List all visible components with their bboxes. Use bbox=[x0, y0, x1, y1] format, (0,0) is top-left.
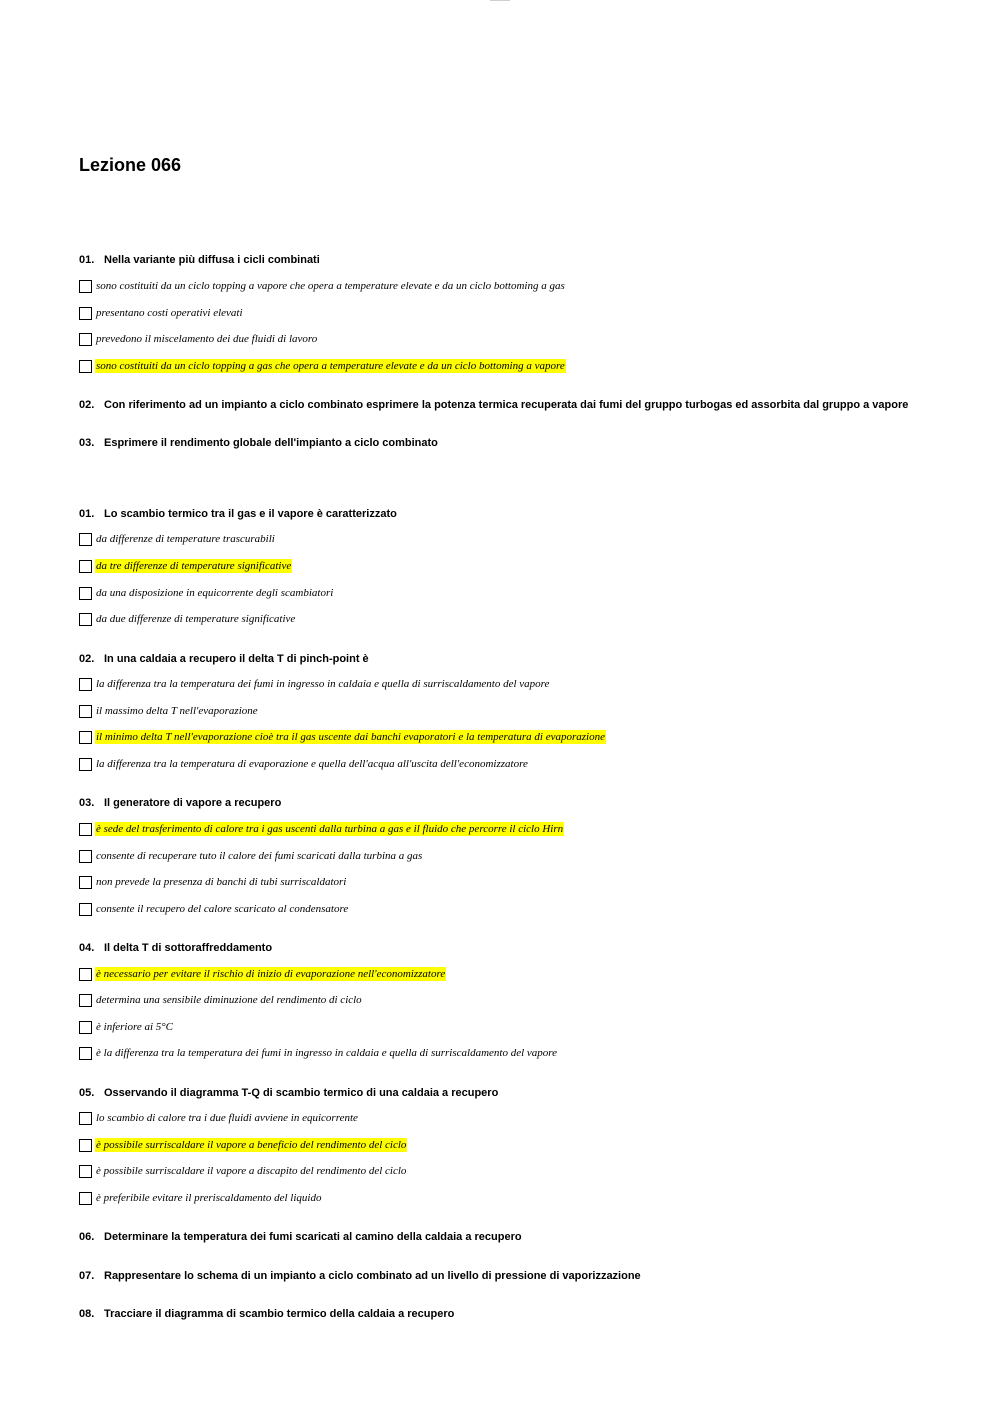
answer-checkbox[interactable] bbox=[79, 1047, 92, 1060]
answer-checkbox[interactable] bbox=[79, 613, 92, 626]
answer-checkbox[interactable] bbox=[79, 850, 92, 863]
question bbox=[79, 508, 397, 520]
answer-option[interactable] bbox=[79, 729, 606, 745]
answer-option[interactable] bbox=[79, 1163, 407, 1179]
question-number: 06. bbox=[79, 1231, 95, 1243]
page-header-mark bbox=[490, 0, 510, 4]
answer-option[interactable] bbox=[79, 676, 550, 692]
answer-checkbox[interactable] bbox=[79, 876, 92, 889]
answer-checkbox[interactable] bbox=[79, 705, 92, 718]
answer-option[interactable] bbox=[79, 821, 564, 837]
question bbox=[79, 437, 438, 449]
question-text: Il generatore di vapore a recupero bbox=[104, 797, 282, 809]
answer-option[interactable] bbox=[79, 331, 318, 347]
question-text: Tracciare il diagramma di scambio termico della caldaia a recupero bbox=[104, 1308, 455, 1320]
answer-checkbox[interactable] bbox=[79, 1165, 92, 1178]
question bbox=[79, 1087, 498, 1099]
answer-checkbox[interactable] bbox=[79, 1139, 92, 1152]
answer-text: da due differenze di temperature significative bbox=[96, 613, 296, 625]
answer-text-highlighted: è sede del trasferimento di calore tra i gas uscenti dalla turbina a gas e il fluido che percorre il ciclo Hirn bbox=[96, 823, 564, 835]
answer-option[interactable] bbox=[79, 756, 529, 772]
question bbox=[79, 1270, 641, 1282]
answer-text: da una disposizione in equicorrente degli scambiatori bbox=[96, 587, 334, 599]
question-number: 02. bbox=[79, 399, 95, 411]
answer-text: consente il recupero del calore scaricato al condensatore bbox=[96, 903, 349, 915]
question-text: Esprimere il rendimento globale dell'impianto a ciclo combinato bbox=[104, 437, 438, 449]
answer-text: la differenza tra la temperatura dei fumi in ingresso in caldaia e quella di surriscaldamento del vapore bbox=[96, 678, 550, 690]
answer-checkbox[interactable] bbox=[79, 731, 92, 744]
answer-checkbox[interactable] bbox=[79, 360, 92, 373]
answer-text-highlighted: il minimo delta T nell'evaporazione cioè tra il gas uscente dai banchi evaporatori e la temperatura di evaporazione bbox=[96, 731, 605, 743]
question bbox=[79, 797, 281, 809]
question bbox=[79, 653, 369, 665]
answer-option[interactable] bbox=[79, 848, 423, 864]
answer-option[interactable] bbox=[79, 358, 566, 374]
question-number: 05. bbox=[79, 1087, 95, 1099]
answer-text: è inferiore ai 5°C bbox=[96, 1021, 174, 1033]
answer-text: la differenza tra la temperatura di evaporazione e quella dell'acqua all'uscita dell'economizzatore bbox=[96, 758, 528, 770]
answer-text: da differenze di temperature trascurabili bbox=[96, 533, 275, 545]
answer-option[interactable] bbox=[79, 703, 259, 719]
question bbox=[79, 254, 320, 266]
question-number: 01. bbox=[79, 254, 95, 266]
answer-text: è la differenza tra la temperatura dei fumi in ingresso in caldaia e quella di surriscaldamento del vapore bbox=[96, 1047, 558, 1059]
answer-text: presentano costi operativi elevati bbox=[96, 307, 243, 319]
answer-checkbox[interactable] bbox=[79, 994, 92, 1007]
question-number: 02. bbox=[79, 653, 95, 665]
answer-text: determina una sensibile diminuzione del rendimento di ciclo bbox=[96, 994, 362, 1006]
question-text: Osservando il diagramma T-Q di scambio termico di una caldaia a recupero bbox=[104, 1087, 499, 1099]
answer-option[interactable] bbox=[79, 1190, 322, 1206]
question-text: Con riferimento ad un impianto a ciclo combinato esprimere la potenza termica recuperata dai fumi del gruppo turbogas ed assorbita dal gruppo a vapore bbox=[104, 399, 909, 411]
answer-text: sono costituiti da un ciclo topping a vapore che opera a temperature elevate e da un ciclo bottoming a gas bbox=[96, 280, 565, 292]
answer-option[interactable] bbox=[79, 305, 244, 321]
question bbox=[79, 1231, 522, 1243]
answer-checkbox[interactable] bbox=[79, 1112, 92, 1125]
answer-text-highlighted: da tre differenze di temperature significative bbox=[96, 560, 292, 572]
answer-option[interactable] bbox=[79, 1045, 558, 1061]
question-number: 03. bbox=[79, 797, 95, 809]
question-number: 04. bbox=[79, 942, 95, 954]
answer-option[interactable] bbox=[79, 874, 347, 890]
answer-checkbox[interactable] bbox=[79, 1021, 92, 1034]
answer-checkbox[interactable] bbox=[79, 560, 92, 573]
answer-text: consente di recuperare tuto il calore dei fumi scaricati dalla turbina a gas bbox=[96, 850, 423, 862]
answer-text: lo scambio di calore tra i due fluidi avviene in equicorrente bbox=[96, 1112, 358, 1124]
answer-option[interactable] bbox=[79, 1110, 359, 1126]
question-text: Lo scambio termico tra il gas e il vapore è caratterizzato bbox=[104, 508, 397, 520]
answer-checkbox[interactable] bbox=[79, 758, 92, 771]
answer-option[interactable] bbox=[79, 992, 363, 1008]
question-number: 08. bbox=[79, 1308, 95, 1320]
answer-checkbox[interactable] bbox=[79, 823, 92, 836]
answer-text-highlighted: sono costituiti da un ciclo topping a gas che opera a temperature elevate e da un ciclo bottoming a vapore bbox=[96, 360, 565, 372]
answer-checkbox[interactable] bbox=[79, 678, 92, 691]
answer-option[interactable] bbox=[79, 531, 276, 547]
question-text: Rappresentare lo schema di un impianto a ciclo combinato ad un livello di pressione di vaporizzazione bbox=[104, 1270, 641, 1282]
answer-checkbox[interactable] bbox=[79, 333, 92, 346]
answer-checkbox[interactable] bbox=[79, 1192, 92, 1205]
question-text: Determinare la temperatura dei fumi scaricati al camino della caldaia a recupero bbox=[104, 1231, 522, 1243]
answer-text-highlighted: è possibile surriscaldare il vapore a beneficio del rendimento del ciclo bbox=[96, 1139, 407, 1151]
answer-text-highlighted: è necessario per evitare il rischio di inizio di evaporazione nell'economizzatore bbox=[96, 968, 446, 980]
question-number: 03. bbox=[79, 437, 95, 449]
answer-checkbox[interactable] bbox=[79, 587, 92, 600]
answer-option[interactable] bbox=[79, 558, 292, 574]
question bbox=[79, 1308, 454, 1320]
question bbox=[79, 942, 272, 954]
answer-text: il massimo delta T nell'evaporazione bbox=[96, 705, 258, 717]
answer-checkbox[interactable] bbox=[79, 903, 92, 916]
answer-option[interactable] bbox=[79, 901, 349, 917]
answer-text: prevedono il miscelamento dei due fluidi di lavoro bbox=[96, 333, 318, 345]
answer-text: non prevede la presenza di banchi di tubi surriscaldatori bbox=[96, 876, 347, 888]
question-number: 07. bbox=[79, 1270, 95, 1282]
answer-checkbox[interactable] bbox=[79, 968, 92, 981]
answer-option[interactable] bbox=[79, 278, 566, 294]
answer-option[interactable] bbox=[79, 1137, 407, 1153]
answer-checkbox[interactable] bbox=[79, 280, 92, 293]
answer-option[interactable] bbox=[79, 1019, 174, 1035]
question bbox=[79, 399, 908, 411]
answer-text: è possibile surriscaldare il vapore a discapito del rendimento del ciclo bbox=[96, 1165, 407, 1177]
page-title: Lezione 066 bbox=[79, 155, 182, 175]
question-text: Nella variante più diffusa i cicli combinati bbox=[104, 254, 320, 266]
answer-text: è preferibile evitare il preriscaldamento del liquido bbox=[96, 1192, 322, 1204]
answer-checkbox[interactable] bbox=[79, 307, 92, 320]
question-text: In una caldaia a recupero il delta T di pinch-point è bbox=[104, 653, 369, 665]
answer-checkbox[interactable] bbox=[79, 533, 92, 546]
answer-option[interactable] bbox=[79, 585, 334, 601]
question-text: Il delta T di sottoraffreddamento bbox=[104, 942, 273, 954]
question-number: 01. bbox=[79, 508, 95, 520]
answer-option[interactable] bbox=[79, 611, 296, 627]
answer-option[interactable] bbox=[79, 966, 446, 982]
